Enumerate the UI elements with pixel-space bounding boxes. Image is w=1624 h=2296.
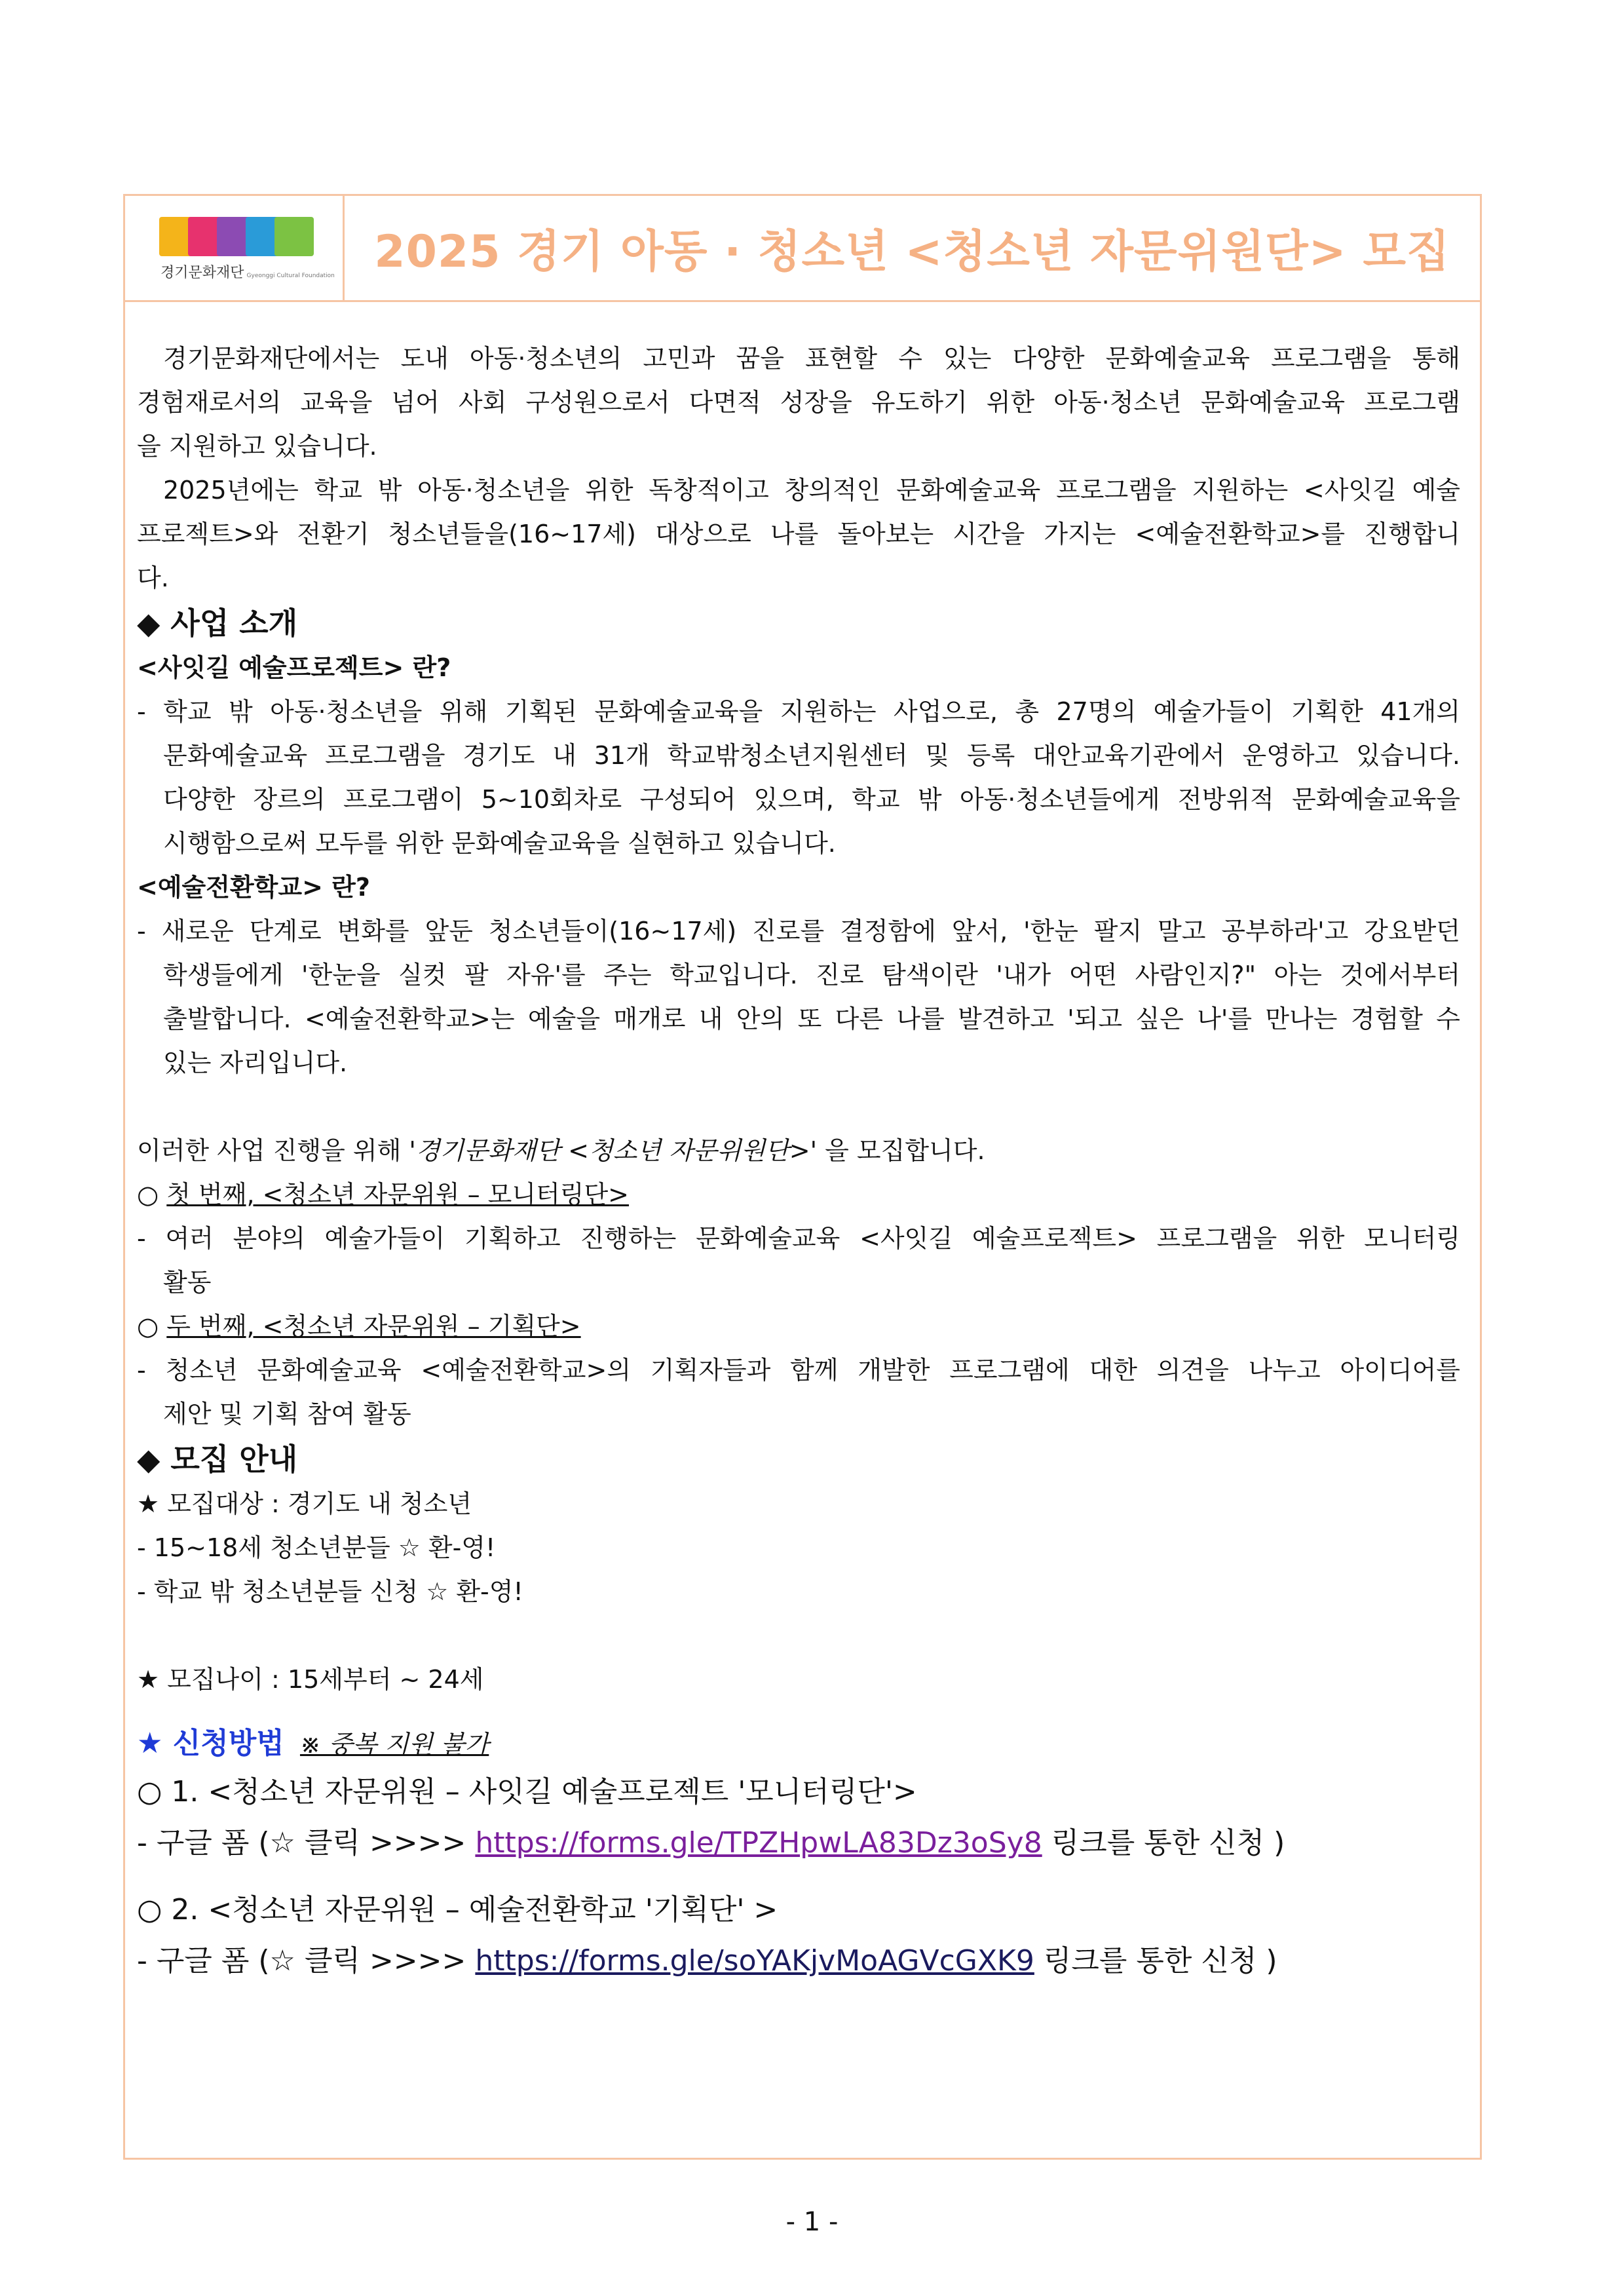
intro-line: 다. bbox=[137, 564, 169, 592]
option-2: ○ 2. <청소년 자문위원 – 예술전환학교 '기획단' > bbox=[137, 1893, 778, 1926]
intro-line: 2025년에는 학교 밖 아동·청소년을 위한 독창적이고 창의적인 문화예술교육 프로그램을 지원하는 <사잇길 예술 bbox=[163, 476, 1460, 505]
foundation-logo bbox=[159, 217, 314, 256]
recruit-statement: 이러한 사업 진행을 위해 '경기문화재단 <청소년 자문위원단>' 을 모집합니다. bbox=[137, 1136, 985, 1165]
intro-line: 경험재로서의 교육을 넘어 사회 구성원으로서 다면적 성장을 유도하기 위한 아동·청소년 문화예술교육 프로그램 bbox=[137, 388, 1460, 417]
body-line: 활동 bbox=[163, 1268, 212, 1297]
option-2-link-line: - 구글 폼 (☆ 클릭 >>>> https://forms.gle/soYAKjvMoAGVcGXK9 링크를 통한 신청 ) bbox=[137, 1944, 1277, 1978]
section-heading-recruit: ◆ 모집 안내 bbox=[137, 1442, 298, 1477]
body-line: - 여러 분야의 예술가들이 기획하고 진행하는 문화예술교육 <사잇길 예술프로젝트> 프로그램을 위한 모니터링 bbox=[137, 1224, 1460, 1253]
body-line: 시행함으로써 모두를 위한 문화예술교육을 실현하고 있습니다. bbox=[163, 829, 836, 858]
intro-line: 을 지원하고 있습니다. bbox=[137, 432, 377, 461]
body-line: 있는 자리입니다. bbox=[163, 1048, 348, 1077]
intro-line: 경기문화재단에서는 도내 아동·청소년의 고민과 꿈을 표현할 수 있는 다양한 문화예술교육 프로그램을 통해 bbox=[163, 344, 1460, 373]
body-line: - 학교 밖 아동·청소년을 위해 기획된 문화예술교육을 지원하는 사업으로, 총 27명의 예술가들이 기획한 41개의 bbox=[137, 697, 1460, 726]
page-number: - 1 - bbox=[785, 2207, 839, 2237]
recruit-target-line: - 학교 밖 청소년분들 신청 ☆ 환-영! bbox=[137, 1577, 523, 1606]
subheading-art-school: <예술전환학교> 란? bbox=[137, 873, 370, 902]
option-1: ○ 1. <청소년 자문위원 – 사잇길 예술프로젝트 '모니터링단'> bbox=[137, 1775, 917, 1808]
body-line: - 새로운 단계로 변화를 앞둔 청소년들이(16~17세) 진로를 결정함에 앞서, '한눈 팔지 말고 공부하라'고 강요받던 bbox=[137, 917, 1460, 946]
monitoring-form-link[interactable]: https://forms.gle/TPZHpwLA83Dz3oSy8 bbox=[475, 1826, 1042, 1860]
section-heading-intro: ◆ 사업 소개 bbox=[137, 605, 298, 641]
first-role: ○ 첫 번째, <청소년 자문위원 – 모니터링단> bbox=[137, 1180, 630, 1209]
logo-cell bbox=[125, 196, 345, 300]
recruit-target: ★ 모집대상 : 경기도 내 청소년 bbox=[137, 1489, 472, 1518]
apply-method: ★ 신청방법 ※ 중복 지원 불가 bbox=[137, 1727, 489, 1760]
body-line: - 청소년 문화예술교육 <예술전환학교>의 기획자들과 함께 개발한 프로그램에 대한 의견을 나누고 아이디어를 bbox=[137, 1356, 1460, 1385]
body-line: 출발합니다. <예술전환학교>는 예술을 매개로 내 안의 또 다른 나를 발견하고 '되고 싶은 나'를 만나는 경험할 수 bbox=[163, 1004, 1460, 1033]
header-row bbox=[125, 196, 1480, 302]
body-line: 문화예술교육 프로그램을 경기도 내 31개 학교밖청소년지원센터 및 등록 대안교육기관에서 운영하고 있습니다. bbox=[163, 741, 1460, 770]
recruit-age: ★ 모집나이 : 15세부터 ~ 24세 bbox=[137, 1665, 484, 1694]
body-line: 학생들에게 '한눈을 실컷 팔 자유'를 주는 학교입니다. 진로 탐색이란 '내가 어떤 사람인지?" 아는 것에서부터 bbox=[163, 961, 1460, 989]
second-role: ○ 두 번째, <청소년 자문위원 – 기획단> bbox=[137, 1312, 581, 1341]
intro-line: 프로젝트>와 전환기 청소년들을(16~17세) 대상으로 나를 돌아보는 시간을 가지는 <예술전환학교>를 진행합니 bbox=[137, 520, 1460, 548]
logo-text: 경기문화재단 Gyeonggi Cultural Foundation bbox=[161, 265, 335, 281]
page-title: 2025 경기 아동 · 청소년 <청소년 자문위원단> 모집 bbox=[374, 226, 1450, 278]
recruit-target-line: - 15~18세 청소년분들 ☆ 환-영! bbox=[137, 1533, 496, 1562]
body-line: 제안 및 기획 참여 활동 bbox=[163, 1400, 411, 1428]
subheading-saitgil: <사잇길 예술프로젝트> 란? bbox=[137, 653, 451, 682]
planning-form-link[interactable]: https://forms.gle/soYAKjvMoAGVcGXK9 bbox=[475, 1944, 1034, 1978]
document-frame bbox=[123, 194, 1482, 2160]
document-body bbox=[137, 337, 1460, 1987]
option-1-link-line: - 구글 폼 (☆ 클릭 >>>> https://forms.gle/TPZHpwLA83Dz3oSy8 링크를 통한 신청 ) bbox=[137, 1826, 1285, 1860]
body-line: 다양한 장르의 프로그램이 5~10회차로 구성되어 있으며, 학교 밖 아동·청소년들에게 전방위적 문화예술교육을 bbox=[163, 785, 1460, 814]
